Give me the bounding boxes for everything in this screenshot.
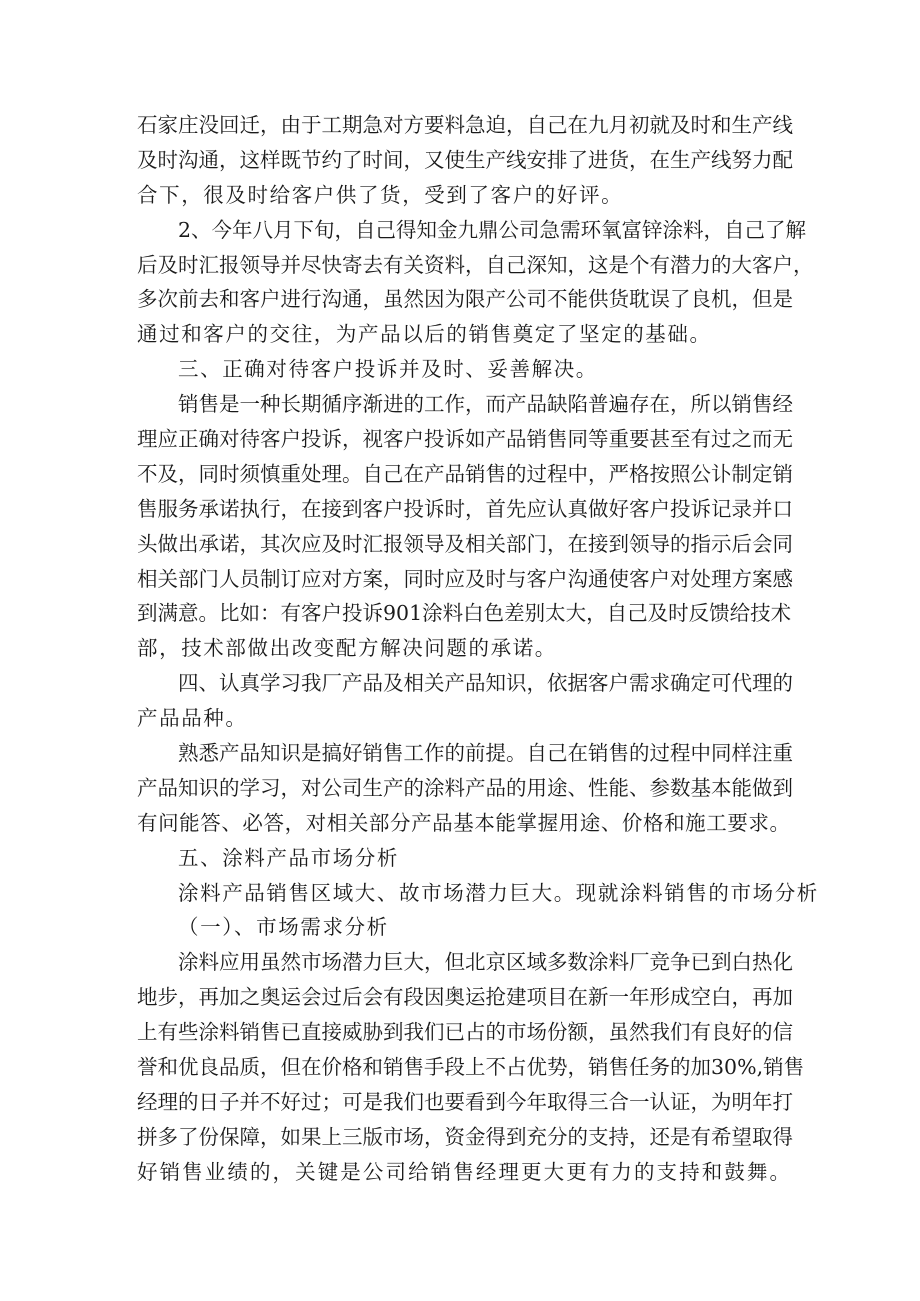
text-line: 五、涂料产品市场分析 xyxy=(178,845,399,870)
text-line: 地步，再加之奥运会过后会有段因奥运抢建项目在新一年形成空白，再加 xyxy=(137,985,793,1010)
text-line: 到满意。比如：有客户投诉901涂料白色差别太大，自己及时反馈给技术 xyxy=(137,601,792,626)
text-line: 誉和优良品质，但在价格和销售手段上不占优势，销售任务的加30%,销售 xyxy=(137,1055,805,1080)
text-line: 熟悉产品知识是搞好销售工作的前提。自己在销售的过程中同样注重 xyxy=(178,741,793,766)
document-body xyxy=(137,108,819,1190)
text-line: 部，技术部做出改变配方解决问题的承诺。 xyxy=(137,636,557,661)
text-line: 石家庄没回迁，由于工期急对方要料急迫，自己在九月初就及时和生产线 xyxy=(137,113,793,137)
text-line: （一）、市场需求分析 xyxy=(178,915,389,940)
text-line: 上有些涂料销售已直接威胁到我们已占的市场份额，虽然我们有良好的信 xyxy=(137,1020,793,1045)
text-line: 头做出承诺，其次应及时汇报领导及相关部门，在接到领导的指示后会同 xyxy=(137,531,793,556)
text-line: 涂料应用虽然市场潜力巨大，但北京区域多数涂料厂竞争已到白热化 xyxy=(178,950,793,975)
text-line: 多次前去和客户进行沟通，虽然因为限产公司不能供货耽误了良机，但是 xyxy=(137,287,793,312)
text-line: 经理的日子并不好过；可是我们也要看到今年取得三合一认证，为明年打 xyxy=(137,1089,793,1114)
text-line: 四、认真学习我厂产品及相关产品知识，依据客户需求确定可代理的 xyxy=(178,671,793,696)
text-line: 后及时汇报领导并尽快寄去有关资料，自己深知，这是个有潜力的大客户， xyxy=(137,252,814,277)
text-line: 及时沟通，这样既节约了时间，又使生产线安排了进货，在生产线努力配 xyxy=(137,147,793,172)
text-line: 相关部门人员制订应对方案，同时应及时与客户沟通使客户对处理方案感 xyxy=(137,566,793,591)
text-line: 合下，很及时给客户供了货，受到了客户的好评。 xyxy=(137,182,624,207)
text-line: 好销售业绩的，关键是公司给销售经理更大更有力的支持和鼓舞。 xyxy=(137,1159,790,1184)
text-line: 三、正确对待客户投诉并及时、妥善解决。 xyxy=(178,357,598,382)
text-line: 产品品种。 xyxy=(137,706,248,731)
text-line: 销售是一种长期循序渐进的工作，而产品缺陷普遍存在，所以销售经 xyxy=(178,392,793,417)
text-line: 通过和客户的交往，为产品以后的销售奠定了坚定的基础。 xyxy=(137,322,712,347)
text-line: 不及，同时须慎重处理。自己在产品销售的过程中，严格按照公讣制定销 xyxy=(137,461,793,486)
text-line: 有问能答、必答，对相关部分产品基本能掌握用途、价格和施工要求。 xyxy=(137,810,790,835)
text-line: 售服务承诺执行，在接到客户投诉时，首先应认真做好客户投诉记录并口 xyxy=(137,496,793,521)
text-line: 涂料产品销售区域大、故市场潜力巨大。现就涂料销售的市场分析 xyxy=(178,880,819,905)
text-line: 理应正确对待客户投诉，视客户投诉如产品销售同等重要甚至有过之而无 xyxy=(137,427,793,452)
text-line: 2、今年八月下旬，自己得知金九鼎公司急需环氧富锌涂料，自己了解 xyxy=(178,217,807,242)
text-line: 产品知识的学习，对公司生产的涂料产品的用途、性能、参数基本能做到 xyxy=(137,775,793,800)
text-line: 拼多了份保障，如果上三版市场，资金得到充分的支持，还是有希望取得 xyxy=(137,1124,793,1149)
